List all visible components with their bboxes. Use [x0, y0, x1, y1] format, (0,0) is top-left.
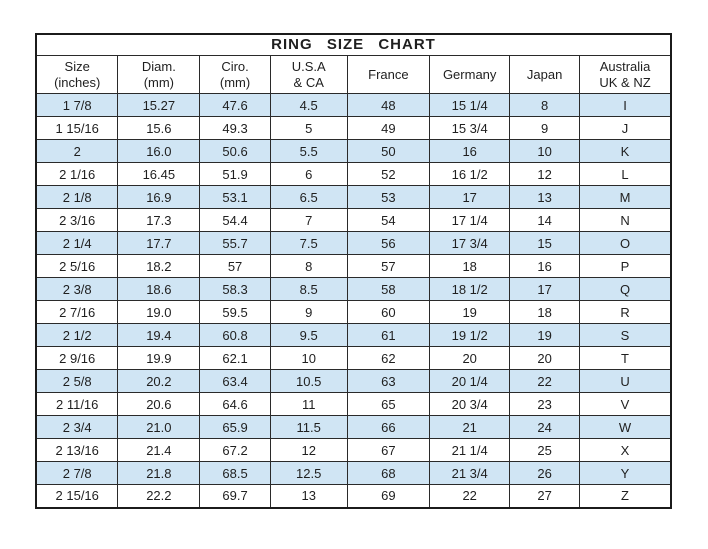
table-cell: 18.2 [118, 255, 200, 278]
table-cell: 21.4 [118, 439, 200, 462]
table-cell: 5.5 [270, 140, 347, 163]
table-cell: 20 [510, 347, 580, 370]
table-cell: 16 1/2 [430, 163, 510, 186]
table-cell: 59.5 [200, 301, 270, 324]
table-cell: 2 1/2 [36, 324, 118, 347]
table-cell: R [580, 301, 671, 324]
table-cell: 21.8 [118, 462, 200, 485]
table-cell: 65.9 [200, 416, 270, 439]
ring-size-chart-table [35, 33, 672, 509]
table-cell: V [580, 393, 671, 416]
table-cell: 22 [430, 485, 510, 508]
column-header-line2: (inches) [54, 74, 101, 90]
table-cell: 2 [36, 140, 118, 163]
table-cell: 68 [347, 462, 430, 485]
table-cell: 18 [510, 301, 580, 324]
table-cell: 68.5 [200, 462, 270, 485]
table-cell: 19.9 [118, 347, 200, 370]
table-cell: 60 [347, 301, 430, 324]
table-cell: 20 3/4 [430, 393, 510, 416]
table-cell: 10.5 [270, 370, 347, 393]
table-cell: 17.3 [118, 209, 200, 232]
table-cell: 63 [347, 370, 430, 393]
table-cell: 15 1/4 [430, 94, 510, 117]
table-cell: 13 [510, 186, 580, 209]
ring-size-chart [35, 33, 672, 509]
table-body [36, 94, 671, 508]
table-cell: 2 3/4 [36, 416, 118, 439]
table-cell: M [580, 186, 671, 209]
column-header-line2: (mm) [219, 74, 251, 90]
column-header-u-s-a [270, 56, 347, 94]
table-cell: 51.9 [200, 163, 270, 186]
table-cell: 2 5/16 [36, 255, 118, 278]
table-cell: 20.6 [118, 393, 200, 416]
table-row [36, 278, 671, 301]
table-cell: 9 [510, 117, 580, 140]
table-cell: Y [580, 462, 671, 485]
table-cell: T [580, 347, 671, 370]
table-cell: 21 3/4 [430, 462, 510, 485]
table-cell: 49.3 [200, 117, 270, 140]
table-cell: 19 [430, 301, 510, 324]
table-cell: 19 [510, 324, 580, 347]
table-cell: 26 [510, 462, 580, 485]
table-cell: 2 7/16 [36, 301, 118, 324]
table-cell: 15 3/4 [430, 117, 510, 140]
table-row [36, 347, 671, 370]
table-cell: 60.8 [200, 324, 270, 347]
table-cell: 67 [347, 439, 430, 462]
column-header-germany [430, 56, 510, 94]
table-cell: 55.7 [200, 232, 270, 255]
table-cell: 2 7/8 [36, 462, 118, 485]
table-row [36, 255, 671, 278]
table-cell: 16 [430, 140, 510, 163]
table-cell: N [580, 209, 671, 232]
table-cell: 18.6 [118, 278, 200, 301]
table-cell: 15 [510, 232, 580, 255]
column-header-australia [580, 56, 671, 94]
table-row [36, 370, 671, 393]
table-cell: 64.6 [200, 393, 270, 416]
column-header-diam- [118, 56, 200, 94]
column-header-france [347, 56, 430, 94]
table-cell: 13 [270, 485, 347, 508]
table-cell: 25 [510, 439, 580, 462]
table-cell: 6 [270, 163, 347, 186]
table-cell: J [580, 117, 671, 140]
column-header-line2: (mm) [143, 74, 175, 90]
table-cell: 15.6 [118, 117, 200, 140]
table-cell: 63.4 [200, 370, 270, 393]
table-cell: 11 [270, 393, 347, 416]
column-header-line1: Ciro. [221, 58, 249, 74]
table-cell: 8 [270, 255, 347, 278]
table-cell: K [580, 140, 671, 163]
chart-title: RING SIZE CHART [36, 34, 671, 56]
table-cell: 20.2 [118, 370, 200, 393]
table-cell: 17 3/4 [430, 232, 510, 255]
table-cell: 53 [347, 186, 430, 209]
table-cell: 69 [347, 485, 430, 508]
table-cell: 47.6 [200, 94, 270, 117]
table-row [36, 94, 671, 117]
table-cell: 61 [347, 324, 430, 347]
column-header-line1: Japan [526, 66, 563, 82]
column-header-ciro- [200, 56, 270, 94]
table-row [36, 117, 671, 140]
table-cell: 2 11/16 [36, 393, 118, 416]
table-row [36, 462, 671, 485]
table-cell: Q [580, 278, 671, 301]
column-header-line1: Germany [442, 66, 497, 82]
table-cell: 2 1/8 [36, 186, 118, 209]
table-cell: 2 3/8 [36, 278, 118, 301]
table-row [36, 232, 671, 255]
table-cell: 49 [347, 117, 430, 140]
table-row [36, 324, 671, 347]
table-cell: 8 [510, 94, 580, 117]
column-header-line2: & CA [293, 74, 324, 90]
table-cell: 7 [270, 209, 347, 232]
column-header-line1: Diam. [141, 58, 176, 74]
table-row [36, 393, 671, 416]
table-cell: 18 1/2 [430, 278, 510, 301]
table-cell: 1 7/8 [36, 94, 118, 117]
table-cell: 50 [347, 140, 430, 163]
table-cell: 50.6 [200, 140, 270, 163]
table-cell: 54.4 [200, 209, 270, 232]
table-cell: P [580, 255, 671, 278]
table-cell: 22 [510, 370, 580, 393]
table-cell: 53.1 [200, 186, 270, 209]
table-cell: 5 [270, 117, 347, 140]
table-row [36, 163, 671, 186]
table-cell: 17.7 [118, 232, 200, 255]
table-cell: 10 [270, 347, 347, 370]
table-cell: 16.0 [118, 140, 200, 163]
column-header-line1: U.S.A [291, 58, 326, 74]
column-header-line1: Size [64, 58, 90, 74]
table-cell: 65 [347, 393, 430, 416]
table-cell: 16 [510, 255, 580, 278]
table-cell: 2 13/16 [36, 439, 118, 462]
table-cell: 27 [510, 485, 580, 508]
table-row [36, 301, 671, 324]
table-cell: I [580, 94, 671, 117]
table-cell: 12.5 [270, 462, 347, 485]
table-cell: 20 [430, 347, 510, 370]
table-cell: 12 [270, 439, 347, 462]
table-cell: 66 [347, 416, 430, 439]
table-cell: 52 [347, 163, 430, 186]
table-cell: 2 9/16 [36, 347, 118, 370]
column-header-line2: UK & NZ [599, 74, 651, 90]
table-cell: 56 [347, 232, 430, 255]
table-cell: 48 [347, 94, 430, 117]
table-cell: 18 [430, 255, 510, 278]
table-cell: 1 15/16 [36, 117, 118, 140]
table-cell: 21 [430, 416, 510, 439]
table-cell: 12 [510, 163, 580, 186]
table-row [36, 186, 671, 209]
table-cell: 6.5 [270, 186, 347, 209]
table-cell: 23 [510, 393, 580, 416]
table-cell: 2 15/16 [36, 485, 118, 508]
table-cell: 57 [200, 255, 270, 278]
header-row [36, 56, 671, 94]
table-cell: 2 5/8 [36, 370, 118, 393]
table-cell: 22.2 [118, 485, 200, 508]
table-cell: 16.45 [118, 163, 200, 186]
table-cell: 62.1 [200, 347, 270, 370]
table-cell: X [580, 439, 671, 462]
table-cell: 2 1/4 [36, 232, 118, 255]
table-cell: 11.5 [270, 416, 347, 439]
table-cell: 54 [347, 209, 430, 232]
table-cell: 21 1/4 [430, 439, 510, 462]
table-cell: 67.2 [200, 439, 270, 462]
table-cell: 9 [270, 301, 347, 324]
table-row [36, 485, 671, 508]
table-cell: 2 3/16 [36, 209, 118, 232]
table-cell: 58.3 [200, 278, 270, 301]
title-row [36, 34, 671, 56]
table-cell: W [580, 416, 671, 439]
table-row [36, 209, 671, 232]
table-row [36, 416, 671, 439]
column-header-size [36, 56, 118, 94]
table-cell: 7.5 [270, 232, 347, 255]
table-cell: 17 [430, 186, 510, 209]
table-cell: 17 [510, 278, 580, 301]
table-cell: 8.5 [270, 278, 347, 301]
table-cell: 21.0 [118, 416, 200, 439]
table-cell: 57 [347, 255, 430, 278]
table-cell: 19.4 [118, 324, 200, 347]
table-row [36, 140, 671, 163]
table-cell: O [580, 232, 671, 255]
column-header-line1: France [368, 66, 409, 82]
table-cell: 9.5 [270, 324, 347, 347]
table-cell: 58 [347, 278, 430, 301]
table-cell: 2 1/16 [36, 163, 118, 186]
table-cell: 19.0 [118, 301, 200, 324]
table-cell: 4.5 [270, 94, 347, 117]
table-cell: Z [580, 485, 671, 508]
table-cell: 20 1/4 [430, 370, 510, 393]
table-cell: 10 [510, 140, 580, 163]
table-row [36, 439, 671, 462]
table-cell: 62 [347, 347, 430, 370]
table-cell: U [580, 370, 671, 393]
table-cell: 69.7 [200, 485, 270, 508]
table-cell: 14 [510, 209, 580, 232]
column-header-japan [510, 56, 580, 94]
table-cell: 24 [510, 416, 580, 439]
table-cell: L [580, 163, 671, 186]
table-cell: 16.9 [118, 186, 200, 209]
table-cell: S [580, 324, 671, 347]
table-cell: 17 1/4 [430, 209, 510, 232]
table-cell: 15.27 [118, 94, 200, 117]
column-header-line1: Australia [599, 58, 651, 74]
table-cell: 19 1/2 [430, 324, 510, 347]
